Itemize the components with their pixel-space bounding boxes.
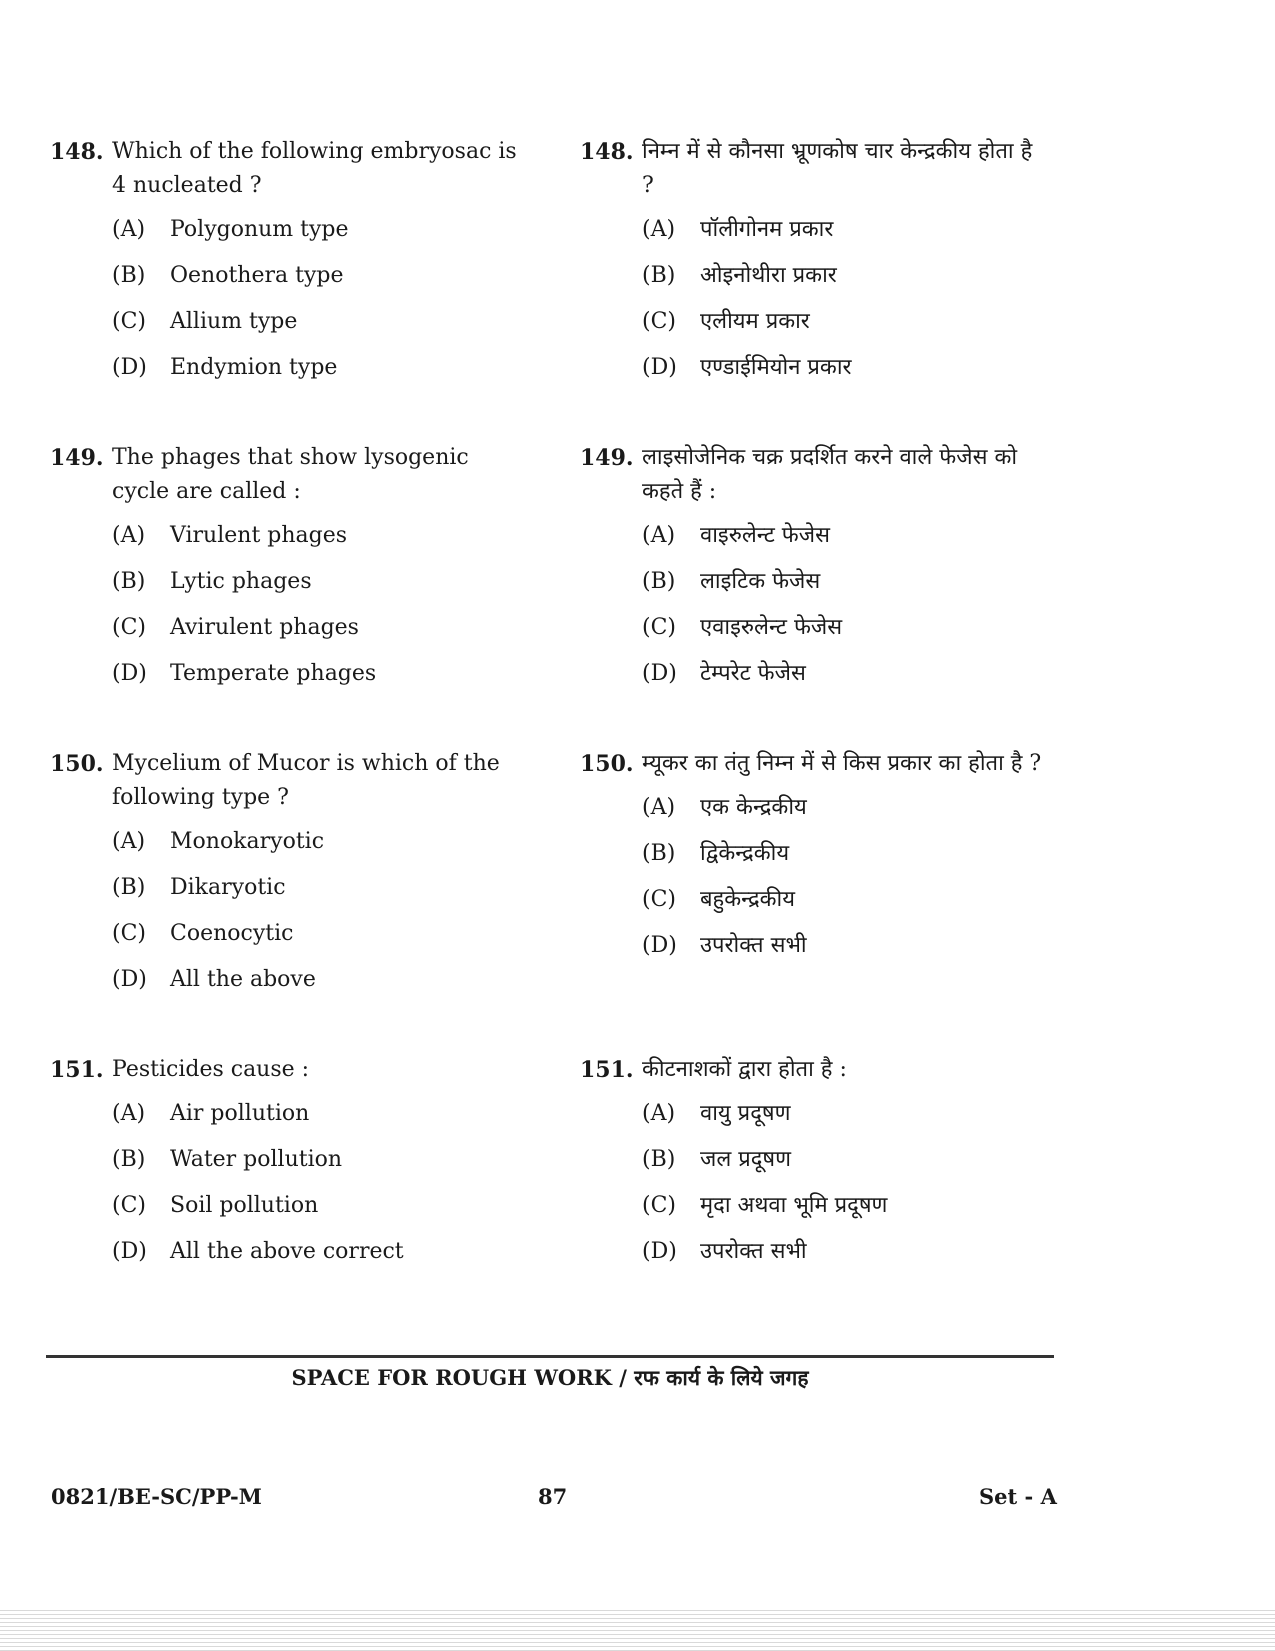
option-c: (C) Allium type: [112, 309, 298, 334]
option-d: (D) Endymion type: [112, 355, 338, 380]
option-c: (C) Soil pollution: [112, 1193, 319, 1218]
option-d: (D) एण्डाईमियोन प्रकार: [642, 355, 852, 380]
question-number: 148.: [580, 139, 634, 165]
question-text: कीटनाशकों द्वारा होता है :: [642, 1057, 847, 1082]
option-b: (B) Dikaryotic: [112, 875, 286, 900]
question-151-en: [50, 1053, 520, 1281]
option-b: (B) ओइनोथीरा प्रकार: [642, 263, 837, 288]
question-text: Which of the following embryosac is 4 nucleated ?: [112, 139, 517, 198]
option-d: (D) Temperate phages: [112, 661, 377, 686]
option-d: (D) All the above: [112, 967, 316, 992]
option-a: (A) Monokaryotic: [112, 829, 325, 854]
option-c: (C) Coenocytic: [112, 921, 294, 946]
question-number: 149.: [580, 445, 634, 471]
question-number: 148.: [50, 139, 104, 165]
option-c: (C) मृदा अथवा भूमि प्रदूषण: [642, 1193, 888, 1218]
option-d: (D) All the above correct: [112, 1239, 404, 1264]
question-number: 151.: [580, 1057, 634, 1083]
question-151-hi: [580, 1053, 1050, 1281]
divider-rule: [46, 1355, 1054, 1358]
question-149-hi: [580, 441, 1050, 703]
option-a: (A) Virulent phages: [112, 523, 348, 548]
page-number: 87: [538, 1484, 568, 1509]
option-c: (C) एलीयम प्रकार: [642, 309, 810, 334]
option-b: (B) द्विकेन्द्रकीय: [642, 841, 790, 866]
option-a: (A) पॉलीगोनम प्रकार: [642, 217, 834, 242]
question-text: Pesticides cause :: [112, 1057, 310, 1082]
option-b: (B) Lytic phages: [112, 569, 312, 594]
question-text: The phages that show lysogenic cycle are called :: [112, 445, 469, 504]
option-d: (D) टेम्परेट फेजेस: [642, 661, 806, 686]
option-b: (B) Water pollution: [112, 1147, 343, 1172]
question-text: म्यूकर का तंतु निम्न में से किस प्रकार का होता है ?: [642, 751, 1042, 776]
option-a: (A) वाइरुलेन्ट फेजेस: [642, 523, 830, 548]
option-a: (A) Air pollution: [112, 1101, 310, 1126]
option-c: (C) बहुकेन्द्रकीय: [642, 887, 795, 912]
question-150-hi: [580, 747, 1050, 975]
option-b: (B) लाइटिक फेजेस: [642, 569, 821, 594]
option-d: (D) उपरोक्त सभी: [642, 933, 807, 958]
option-b: (B) जल प्रदूषण: [642, 1147, 792, 1172]
question-text: लाइसोजेनिक चक्र प्रदर्शित करने वाले फेजेस को कहते हैं :: [642, 445, 1018, 504]
question-text: निम्न में से कौनसा भ्रूणकोष चार केन्द्रकीय होता है ?: [642, 139, 1033, 198]
option-a: (A) एक केन्द्रकीय: [642, 795, 807, 820]
question-number: 151.: [50, 1057, 104, 1083]
question-148-hi: [580, 135, 1050, 397]
scan-edge-lines: [0, 1610, 1275, 1651]
question-number: 150.: [50, 751, 104, 777]
option-d: (D) उपरोक्त सभी: [642, 1239, 807, 1264]
question-149-en: [50, 441, 520, 703]
question-150-en: [50, 747, 520, 1009]
option-a: (A) Polygonum type: [112, 217, 349, 242]
option-c: (C) एवाइरुलेन्ट फेजेस: [642, 615, 843, 640]
set-label: Set - A: [979, 1484, 1057, 1509]
paper-code: 0821/BE-SC/PP-M: [51, 1484, 262, 1509]
question-number: 150.: [580, 751, 634, 777]
option-c: (C) Avirulent phages: [112, 615, 359, 640]
question-text: Mycelium of Mucor is which of the following type ?: [112, 751, 500, 810]
rough-work-heading: SPACE FOR ROUGH WORK / रफ कार्य के लिये जगह: [291, 1365, 809, 1390]
option-b: (B) Oenothera type: [112, 263, 344, 288]
question-number: 149.: [50, 445, 104, 471]
question-148-en: [50, 135, 520, 397]
option-a: (A) वायु प्रदूषण: [642, 1101, 791, 1126]
